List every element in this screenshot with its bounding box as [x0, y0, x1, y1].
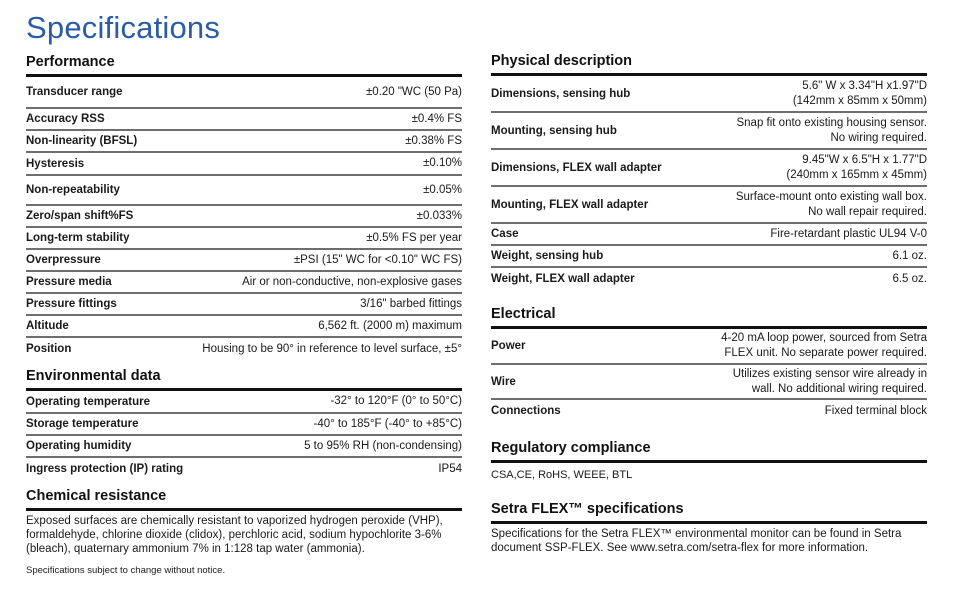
- table-row: [26, 109, 462, 131]
- table-row: [491, 113, 927, 150]
- performance-section: [26, 54, 462, 360]
- table-row: [26, 176, 462, 206]
- spec-value: Fixed terminal block: [824, 404, 927, 417]
- value-line: Snap fit onto existing housing sensor.: [736, 116, 927, 129]
- spec-label: Ingress protection (IP) rating: [26, 463, 184, 475]
- value-line: Utilizes existing sensor wire already in: [732, 367, 927, 380]
- value-line: (240mm x 165mm x 45mm): [786, 168, 927, 181]
- value-line: Surface-mount onto existing wall box.: [735, 190, 927, 203]
- spec-value: -32° to 120°F (0° to 50°C): [330, 395, 462, 407]
- table-row: [491, 329, 927, 365]
- spec-label: Wire: [491, 375, 516, 388]
- page-title: Specifications: [26, 10, 221, 45]
- environmental-section: [26, 368, 462, 480]
- performance-heading: Performance: [26, 54, 462, 77]
- value-line: (142mm x 85mm x 50mm): [792, 94, 927, 107]
- disclaimer-note: Specifications subject to change without notice.: [26, 565, 226, 576]
- spec-value: Air or non-conductive, non-explosive gases: [242, 275, 462, 288]
- spec-value: -40° to 185°F (-40° to +85°C): [313, 417, 462, 430]
- chemical-section: [26, 488, 462, 576]
- table-row: [491, 150, 927, 187]
- setra-flex-text: Specifications for the Setra FLEX™ environmental monitor can be found in Setra document SSP-FLEX. See www.setra.com/setra-flex for more information.: [491, 528, 902, 554]
- spec-value: 6,562 ft. (2000 m) maximum: [318, 319, 462, 332]
- table-row: [26, 131, 462, 153]
- value-line: 4-20 mA loop power, sourced from Setra: [721, 332, 927, 344]
- regulatory-text: CSA,CE, RoHS, WEEE, BTL: [491, 469, 633, 481]
- spec-label: Non-repeatability: [26, 184, 120, 196]
- spec-value: 3/16" barbed fittings: [360, 297, 462, 310]
- table-row: [26, 391, 462, 414]
- spec-value: [733, 367, 927, 397]
- spec-label: Altitude: [26, 320, 69, 332]
- spec-label: Zero/span shift%FS: [26, 210, 134, 222]
- spec-label: Pressure fittings: [26, 298, 117, 310]
- table-row: [26, 77, 462, 109]
- spec-value: 5 to 95% RH (non-condensing): [304, 439, 462, 452]
- spec-label: Pressure media: [26, 276, 112, 288]
- spec-label: Connections: [491, 405, 561, 417]
- table-row: [26, 338, 462, 360]
- table-row: [491, 187, 927, 224]
- setra-flex-section: [491, 501, 927, 555]
- spec-value: [736, 116, 927, 146]
- spec-label: Dimensions, sensing hub: [491, 87, 631, 100]
- electrical-heading: Electrical: [491, 306, 927, 329]
- spec-label: Mounting, sensing hub: [491, 124, 617, 137]
- table-row: [26, 316, 462, 338]
- table-row: [491, 224, 927, 246]
- spec-value: ±0.38% FS: [405, 134, 462, 147]
- spec-value: Housing to be 90° in reference to level surface, ±5°: [202, 342, 462, 355]
- spec-label: Overpressure: [26, 254, 101, 266]
- table-row: [26, 206, 462, 228]
- electrical-section: [491, 306, 927, 422]
- chemical-text: Exposed surfaces are chemically resistant to vaporized hydrogen peroxide (VHP), formaldehyde, chlorine dioxide (clidox), perchloric acid, sodium hypochlorite 3-6% (bleach), quaternary ammonium 7% in 1:128 tap water (ammonia).: [26, 515, 443, 555]
- spec-label: Operating temperature: [26, 395, 150, 408]
- spec-value: ±0.20 "WC (50 Pa): [365, 85, 462, 98]
- spec-value: [721, 331, 927, 361]
- spec-value: ±0.033%: [416, 209, 462, 222]
- environmental-heading: Environmental data: [26, 368, 462, 391]
- spec-value: ±0.05%: [423, 183, 462, 196]
- spec-label: Dimensions, FLEX wall adapter: [491, 161, 662, 174]
- table-row: [26, 414, 462, 436]
- table-row: [491, 76, 927, 113]
- spec-label: Non-linearity (BFSL): [26, 135, 138, 147]
- spec-label: Transducer range: [26, 86, 123, 98]
- spec-label: Hysteresis: [26, 157, 85, 170]
- regulatory-heading: Regulatory compliance: [491, 440, 927, 463]
- value-line: 9.45"W x 6.5"H x 1.77"D: [802, 153, 927, 166]
- spec-value: ±0.4% FS: [411, 112, 462, 125]
- spec-label: Operating humidity: [26, 440, 132, 452]
- spec-label: Storage temperature: [26, 418, 139, 430]
- spec-value: 6.1 oz.: [892, 249, 927, 262]
- spec-label: Weight, FLEX wall adapter: [491, 273, 635, 285]
- spec-label: Power: [491, 340, 526, 352]
- value-line: 5.6" W x 3.34"H x1.97"D: [802, 79, 927, 92]
- spec-label: Position: [26, 343, 72, 355]
- value-line: FLEX unit. No separate power required.: [724, 347, 927, 359]
- table-row: [26, 228, 462, 250]
- setra-flex-heading: Setra FLEX™ specifications: [491, 501, 927, 524]
- table-row: [26, 436, 462, 458]
- table-row: [26, 272, 462, 294]
- spec-label: Mounting, FLEX wall adapter: [491, 198, 649, 211]
- spec-value: ±0.5% FS per year: [366, 231, 462, 244]
- spec-value: [736, 190, 927, 220]
- spec-value: Fire-retardant plastic UL94 V-0: [770, 227, 927, 240]
- spec-value: IP54: [438, 462, 462, 475]
- table-row: [26, 458, 462, 480]
- spec-value: [793, 79, 927, 109]
- value-line: No wall repair required.: [808, 205, 927, 218]
- spec-label: Accuracy RSS: [26, 113, 105, 125]
- value-line: No wiring required.: [830, 131, 927, 144]
- spec-value: ±PSI (15" WC for <0.10" WC FS): [293, 253, 462, 266]
- table-row: [491, 268, 927, 290]
- table-row: [491, 400, 927, 422]
- spec-value: [786, 153, 927, 183]
- spec-value: ±0.10%: [423, 157, 462, 169]
- table-row: [491, 246, 927, 268]
- table-row: [26, 250, 462, 272]
- regulatory-section: [491, 440, 927, 482]
- physical-heading: Physical description: [491, 53, 927, 76]
- spec-label: Case: [491, 228, 519, 240]
- spec-value: 6.5 oz.: [892, 272, 927, 285]
- table-row: [26, 153, 462, 176]
- table-row: [491, 365, 927, 400]
- spec-label: Long-term stability: [26, 232, 130, 244]
- table-row: [26, 294, 462, 316]
- spec-label: Weight, sensing hub: [491, 250, 604, 262]
- chemical-heading: Chemical resistance: [26, 488, 462, 511]
- physical-section: [491, 53, 927, 290]
- value-line: wall. No additional wiring required.: [751, 382, 927, 395]
